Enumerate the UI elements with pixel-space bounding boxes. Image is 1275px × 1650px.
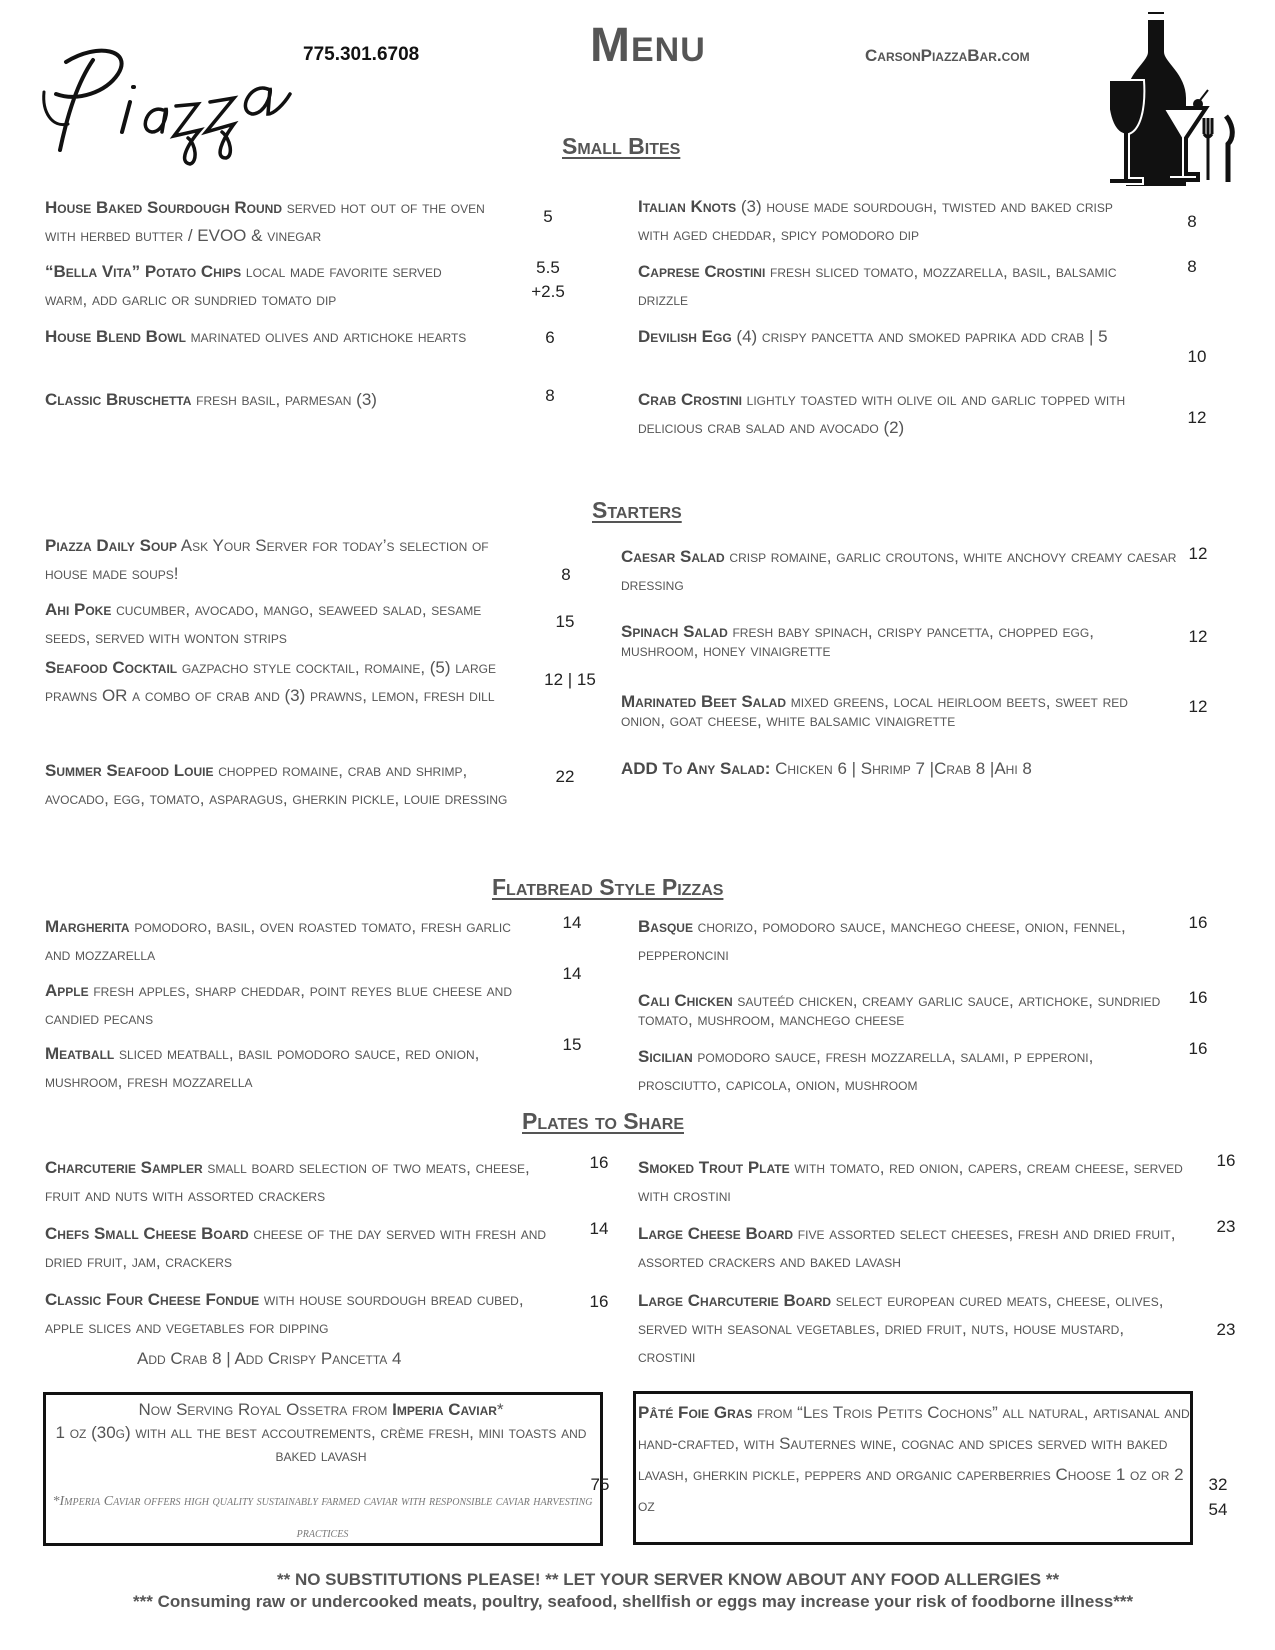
menu-item-price: 12 | 15 <box>544 670 596 689</box>
section-heading-plates-to-share: Plates to Share <box>522 1108 684 1134</box>
caviar-price: 75 <box>590 1475 610 1494</box>
menu-item-price: 16 <box>1188 1039 1208 1058</box>
menu-item: Sicilian pomodoro sauce, fresh mozzarella, salami, p epperoni, prosciutto, capicola, onion, mushroom <box>638 1047 1094 1094</box>
menu-item-price: 12 <box>1188 544 1208 563</box>
menu-item: Meatball sliced meatball, basil pomodoro sauce, red onion, mushroom, fresh mozzarella <box>45 1044 480 1091</box>
menu-item: Summer Seafood Louie chopped romaine, crab and shrimp, avocado, egg, tomato, asparagus, gherkin pickle, louie dressing <box>45 761 508 808</box>
menu-item-price: 16 <box>1188 988 1208 1007</box>
section-heading-starters: Starters <box>592 497 682 523</box>
section-heading-small-bites: Small Bites <box>562 133 681 159</box>
menu-item-price: 10 <box>1187 347 1207 366</box>
wine-bottle-glasses-icon <box>1110 8 1240 193</box>
menu-item: Italian Knots (3) house made sourdough, twisted and baked crisp with aged cheddar, spicy pomodoro dip <box>638 197 1113 244</box>
foie-gras-price-2oz: 54 <box>1208 1500 1228 1519</box>
menu-item: Basque chorizo, pomodoro sauce, manchego cheese, onion, fennel, pepperoncini <box>638 917 1126 964</box>
menu-item-price: 6 <box>545 328 555 347</box>
menu-item: “Bella Vita” Potato Chips local made favorite served warm, add garlic or sundried tomato dip <box>45 262 442 309</box>
menu-item-price: 15 <box>555 612 575 631</box>
salad-add-ons: ADD To Any Salad: Chicken 6 | Shrimp 7 |Crab 8 |Ahi 8 <box>621 759 1032 778</box>
menu-item-price: 12 <box>1188 697 1208 716</box>
menu-item: Cali Chicken sauteéd chicken, creamy garlic sauce, artichoke, sundried tomato, mushroom, manchego cheese <box>638 991 1161 1029</box>
section-heading-flatbreads: Flatbread Style Pizzas <box>492 874 724 900</box>
menu-item: Margherita pomodoro, basil, oven roasted tomato, fresh garlic and mozzarella <box>45 917 511 964</box>
menu-item-price: 22 <box>555 767 575 786</box>
menu-item-price: 8 <box>545 386 555 405</box>
menu-item: Piazza Daily Soup Ask Your Server for today’s selection of house made soups! <box>45 536 489 583</box>
foie-gras-description: Pâté Foie Gras from “Les Trois Petits Cochons” all natural, artisanal and hand-crafted, with Sauternes wine, cognac and spices served with baked lavash, gherkin pickle, peppers and organic caperberries Choose 1 oz or 2 oz <box>638 1403 1190 1515</box>
menu-item-price: 14 <box>562 913 582 932</box>
menu-item-price: 8 <box>1187 212 1197 231</box>
menu-item: Classic Four Cheese Fondue with house sourdough bread cubed, apple slices and vegetables for dipping <box>45 1290 524 1337</box>
menu-item: Chefs Small Cheese Board cheese of the day served with fresh and dried fruit, jam, crackers <box>45 1224 547 1271</box>
menu-item-price: 8 <box>561 565 571 584</box>
menu-item: Seafood Cocktail gazpacho style cocktail, romaine, (5) large prawns OR a combo of crab and (3) prawns, lemon, fresh dill <box>45 658 496 705</box>
menu-item-price: 12 <box>1187 408 1207 427</box>
menu-item-price: 15 <box>562 1035 582 1054</box>
caviar-description: Now Serving Royal Ossetra from Imperia Caviar* 1 oz (30g) with all the best accoutrements, crème fresh, mini toasts and baked lavash <box>55 1400 587 1465</box>
menu-item: House Baked Sourdough Round served hot out of the oven with herbed butter / EVOO & vinegar <box>45 198 485 245</box>
menu-item-price: 8 <box>1187 257 1197 276</box>
menu-item-price: 14 <box>589 1219 609 1238</box>
menu-item: Caesar Salad crisp romaine, garlic croutons, white anchovy creamy caesar dressing <box>621 547 1177 594</box>
menu-item-price: 23 <box>1216 1320 1236 1339</box>
menu-item-price: 16 <box>1188 913 1208 932</box>
foie-gras-price-1oz: 32 <box>1208 1475 1228 1494</box>
menu-item: Devilish Egg (4) crispy pancetta and smoked paprika add crab | 5 <box>638 327 1108 346</box>
menu-item-price: 16 <box>589 1153 609 1172</box>
menu-item: Classic Bruschetta fresh basil, parmesan (3) <box>45 390 377 409</box>
menu-item: Marinated Beet Salad mixed greens, local heirloom beets, sweet red onion, goat cheese, white balsamic vinaigrette <box>621 692 1128 730</box>
menu-item: Large Cheese Board five assorted select cheeses, fresh and dried fruit, assorted crackers and baked lavash <box>638 1224 1176 1271</box>
caviar-footnote: *Imperia Caviar offers high quality sustainably farmed caviar with responsible caviar harvesting practices <box>52 1494 593 1541</box>
menu-item: Ahi Poke cucumber, avocado, mango, seaweed salad, sesame seeds, served with wonton strips <box>45 600 482 647</box>
menu-item-price: 5.5 +2.5 <box>531 258 565 301</box>
food-safety-warning: *** Consuming raw or undercooked meats, poultry, seafood, shellfish or eggs may increase your risk of foodborne illness*** <box>133 1592 1134 1611</box>
menu-item: Caprese Crostini fresh sliced tomato, mozzarella, basil, balsamic drizzle <box>638 262 1117 309</box>
menu-title: Menu <box>590 19 706 72</box>
menu-item-price: 5 <box>543 207 553 226</box>
piazza-logo <box>38 32 308 172</box>
menu-item-price: 23 <box>1216 1217 1236 1236</box>
substitution-notice: ** NO SUBSTITUTIONS PLEASE! ** LET YOUR SERVER KNOW ABOUT ANY FOOD ALLERGIES ** <box>277 1570 1060 1589</box>
menu-item: Crab Crostini lightly toasted with olive oil and garlic topped with delicious crab salad and avocado (2) <box>638 390 1126 437</box>
menu-item: Spinach Salad fresh baby spinach, crispy pancetta, chopped egg, mushroom, honey vinaigrette <box>621 622 1094 660</box>
menu-item-price: 16 <box>589 1292 609 1311</box>
menu-item-price: 16 <box>1216 1151 1236 1170</box>
menu-item: House Blend Bowl marinated olives and artichoke hearts <box>45 327 467 346</box>
menu-item: Apple fresh apples, sharp cheddar, point reyes blue cheese and candied pecans <box>45 981 513 1028</box>
menu-item: Smoked Trout Plate with tomato, red onion, capers, cream cheese, served with crostini <box>638 1158 1183 1205</box>
menu-item-price: 14 <box>562 964 582 983</box>
menu-item-price: 12 <box>1188 627 1208 646</box>
phone-number: 775.301.6708 <box>303 44 420 65</box>
fondue-add-ons: Add Crab 8 | Add Crispy Pancetta 4 <box>137 1349 402 1368</box>
menu-item: Large Charcuterie Board select european cured meats, cheese, olives, served with seasonal vegetables, dried fruit, nuts, house mustard, crostini <box>638 1291 1164 1366</box>
menu-item: Charcuterie Sampler small board selection of two meats, cheese, fruit and nuts with assorted crackers <box>45 1158 530 1205</box>
website-url: CarsonPiazzaBar.com <box>865 46 1030 65</box>
